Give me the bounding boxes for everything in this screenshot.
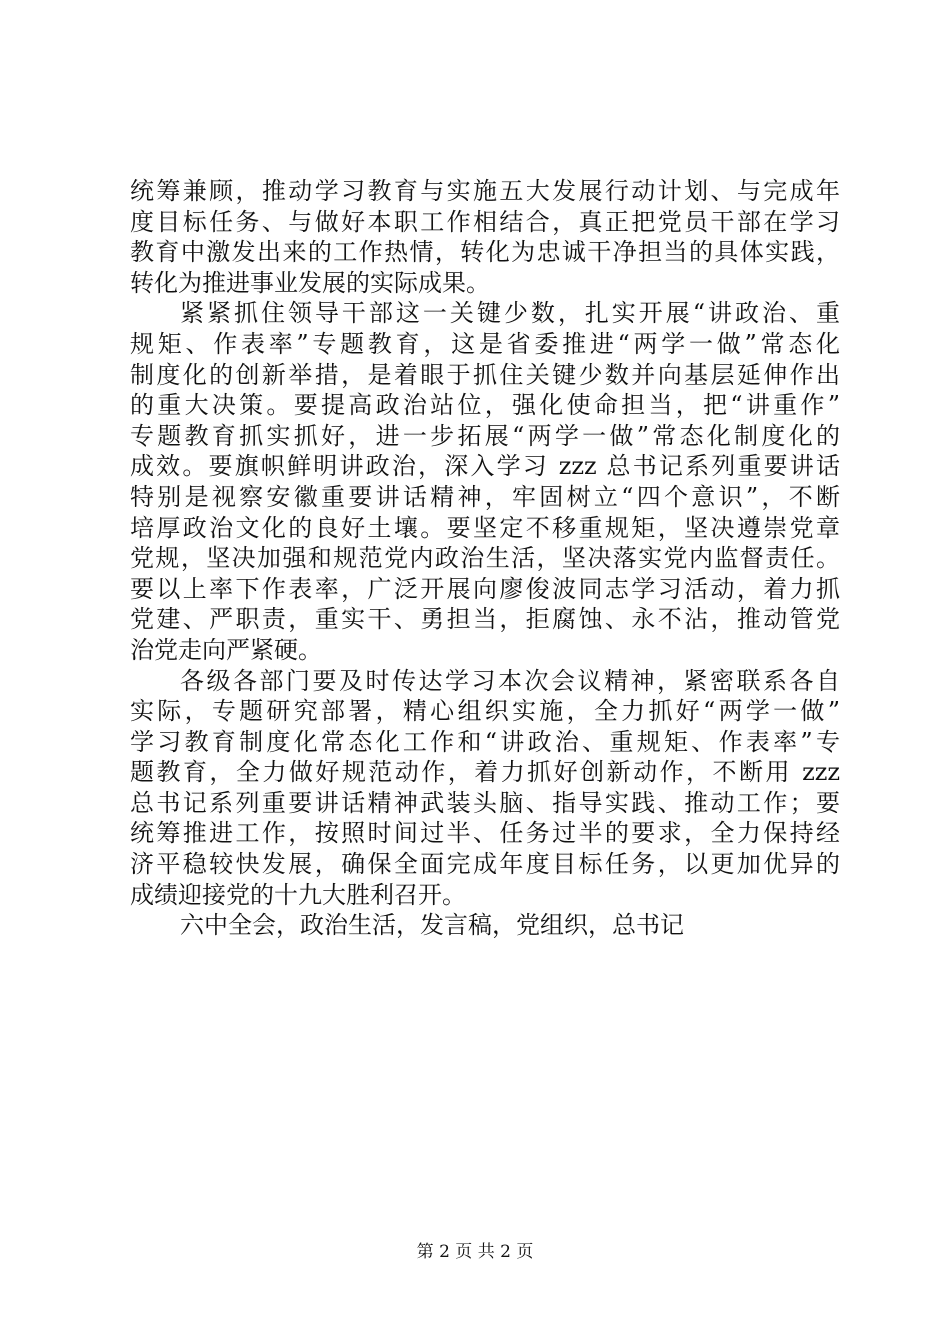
- text-line: 紧紧抓住领导干部这一关键少数，扎实开展“讲政治、重: [180, 299, 840, 328]
- text-line: 度目标任务、与做好本职工作相结合，真正把党员干部在学习: [130, 207, 840, 236]
- text-line: 规矩、作表率”专题教育，这是省委推进“两学一做”常态化: [130, 329, 840, 358]
- text-line: 六中全会，政治生活，发言稿，党组织，总书记: [180, 911, 684, 940]
- text-line: 实际，专题研究部署，精心组织实施，全力抓好“两学一做”: [130, 697, 840, 726]
- text-line: 培厚政治文化的良好土壤。要坚定不移重规矩，坚决遵崇党章: [130, 513, 840, 542]
- text-line: 成效。要旗帜鲜明讲政治，深入学习 zzz 总书记系列重要讲话: [130, 452, 840, 481]
- text-line: 题教育，全力做好规范动作，着力抓好创新动作，不断用 zzz: [130, 758, 840, 787]
- text-line: 制度化的创新举措，是着眼于抓住关键少数并向基层延伸作出: [130, 360, 840, 389]
- text-line: 转化为推进事业发展的实际成果。: [130, 268, 490, 297]
- document-body: [130, 176, 840, 941]
- text-line: 治党走向严紧硬。: [130, 635, 322, 664]
- text-line: 总书记系列重要讲话精神武装头脑、指导实践、推动工作；要: [130, 788, 840, 817]
- text-line: 成绩迎接党的十九大胜利召开。: [130, 880, 466, 909]
- text-line: 党建、严职责，重实干、勇担当，拒腐蚀、永不沾，推动管党: [130, 605, 840, 634]
- text-line: 学习教育制度化常态化工作和“讲政治、重规矩、作表率”专: [130, 727, 840, 756]
- text-line: 各级各部门要及时传达学习本次会议精神，紧密联系各自: [180, 666, 840, 695]
- text-line: 济平稳较快发展，确保全面完成年度目标任务，以更加优异的: [130, 850, 840, 879]
- text-line: 教育中激发出来的工作热情，转化为忠诚干净担当的具体实践，: [130, 238, 840, 267]
- text-line: 的重大决策。要提高政治站位，强化使命担当，把“讲重作”: [130, 391, 840, 420]
- text-line: 党规，坚决加强和规范党内政治生活，坚决落实党内监督责任。: [130, 544, 840, 573]
- text-line: 专题教育抓实抓好，进一步拓展“两学一做”常态化制度化的: [130, 421, 840, 450]
- text-line: 要以上率下作表率，广泛开展向廖俊波同志学习活动，着力抓: [130, 574, 840, 603]
- text-line: 统筹兼顾，推动学习教育与实施五大发展行动计划、与完成年: [130, 177, 840, 205]
- text-line: 统筹推进工作，按照时间过半、任务过半的要求，全力保持经: [130, 819, 840, 848]
- page-footer: 第 2 页 共 2 页: [416, 1242, 534, 1262]
- text-line: 特别是视察安徽重要讲话精神，牢固树立“四个意识”，不断: [130, 482, 840, 511]
